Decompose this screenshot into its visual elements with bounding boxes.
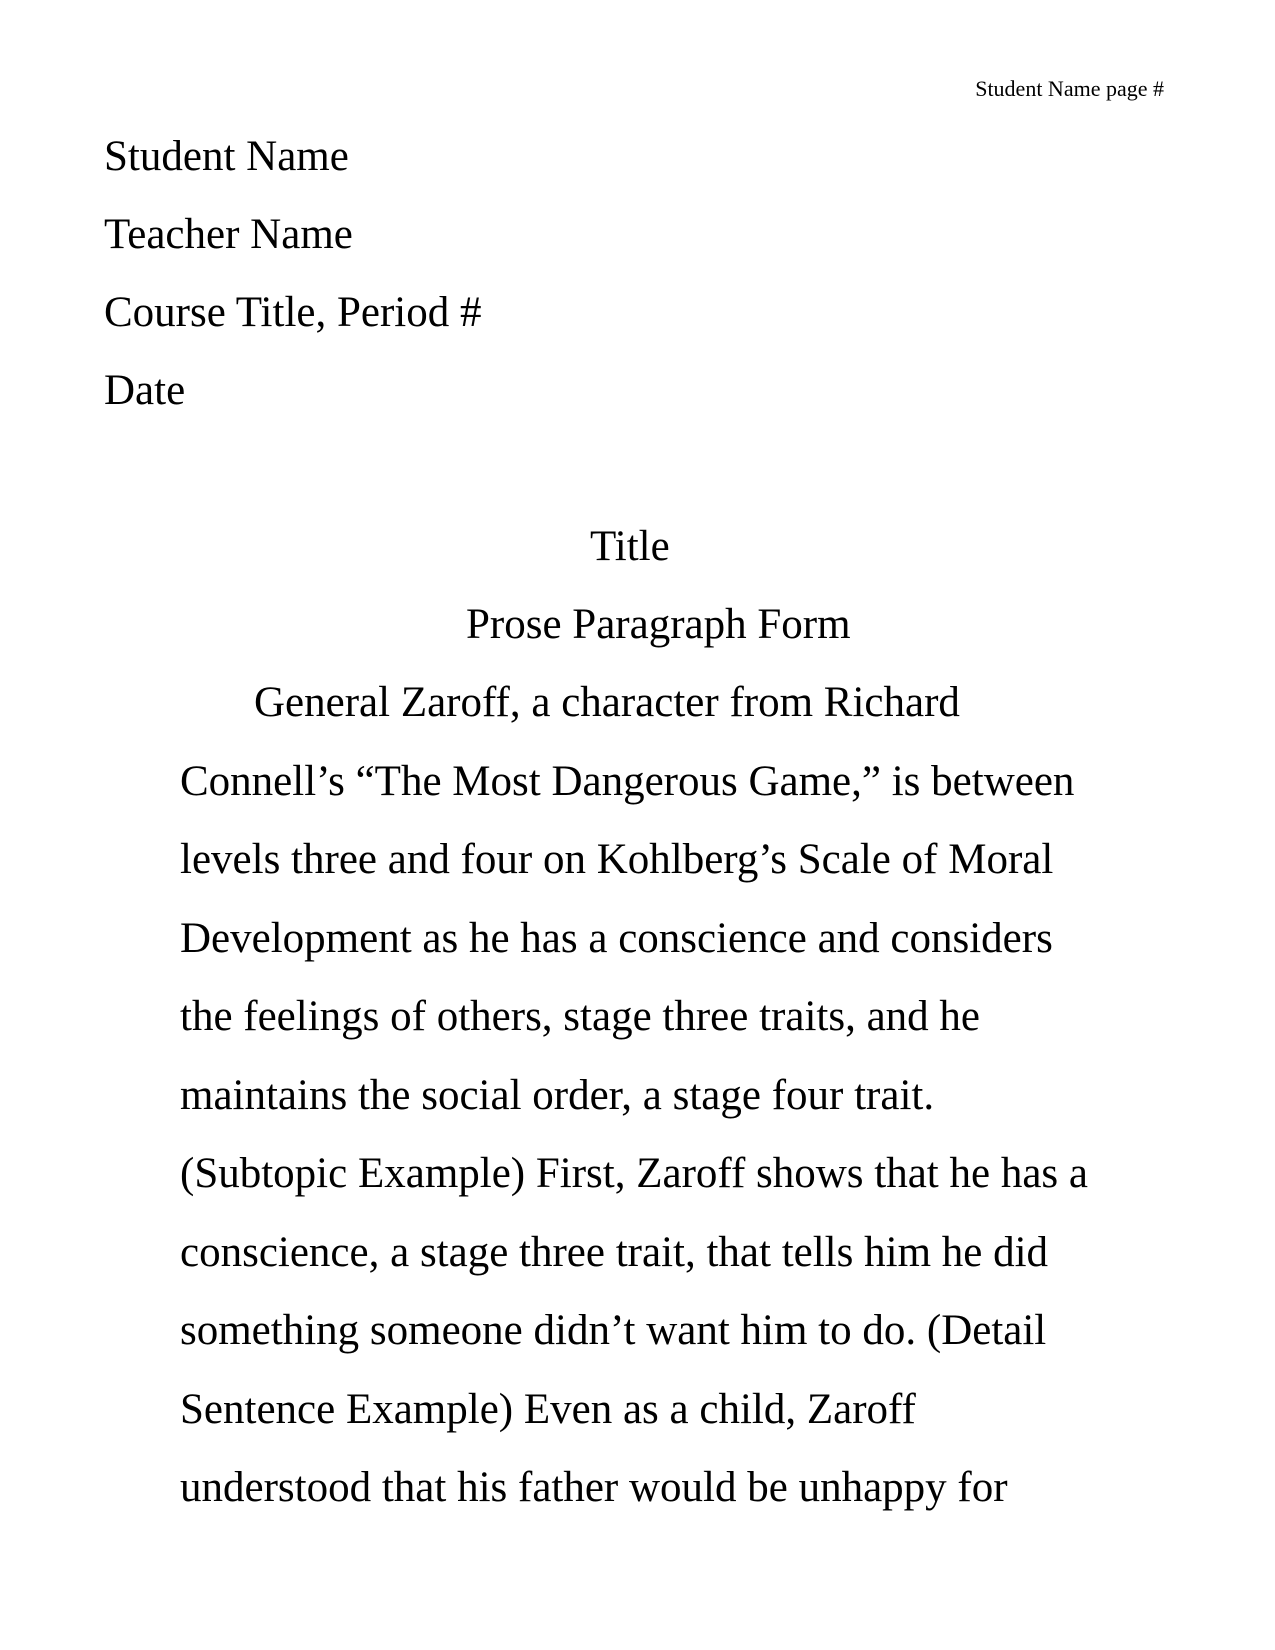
paragraph-line: something someone didn’t want him to do. (Detail xyxy=(180,1307,1047,1354)
paragraph-line: General Zaroff, a character from Richard xyxy=(254,679,960,726)
teacher-name: Teacher Name xyxy=(104,211,353,258)
paragraph-line: understood that his father would be unhappy for xyxy=(180,1464,1008,1511)
date: Date xyxy=(104,367,186,414)
paragraph-line: the feelings of others, stage three traits, and he xyxy=(180,993,980,1040)
body-paragraph xyxy=(180,664,1088,1528)
paragraph-line: conscience, a stage three trait, that tells him he did xyxy=(180,1228,1049,1276)
student-name: Student Name xyxy=(104,133,349,180)
document-subtitle: Prose Paragraph Form xyxy=(466,601,851,648)
mla-heading xyxy=(104,118,482,430)
running-head: Student Name page # xyxy=(975,76,1164,101)
course-title: Course Title, Period # xyxy=(104,289,482,336)
paragraph-line: maintains the social order, a stage four trait. xyxy=(180,1071,935,1119)
paragraph-line: (Subtopic Example) First, Zaroff shows that he has a xyxy=(180,1150,1088,1197)
paragraph-line: Connell’s “The Most Dangerous Game,” is between xyxy=(180,757,1075,805)
paragraph-line: Sentence Example) Even as a child, Zaroff xyxy=(180,1385,916,1433)
paragraph-line: Development as he has a conscience and considers xyxy=(180,914,1053,962)
document-title: Title xyxy=(590,523,670,570)
paragraph-line: levels three and four on Kohlberg’s Scale of Moral xyxy=(180,836,1054,883)
